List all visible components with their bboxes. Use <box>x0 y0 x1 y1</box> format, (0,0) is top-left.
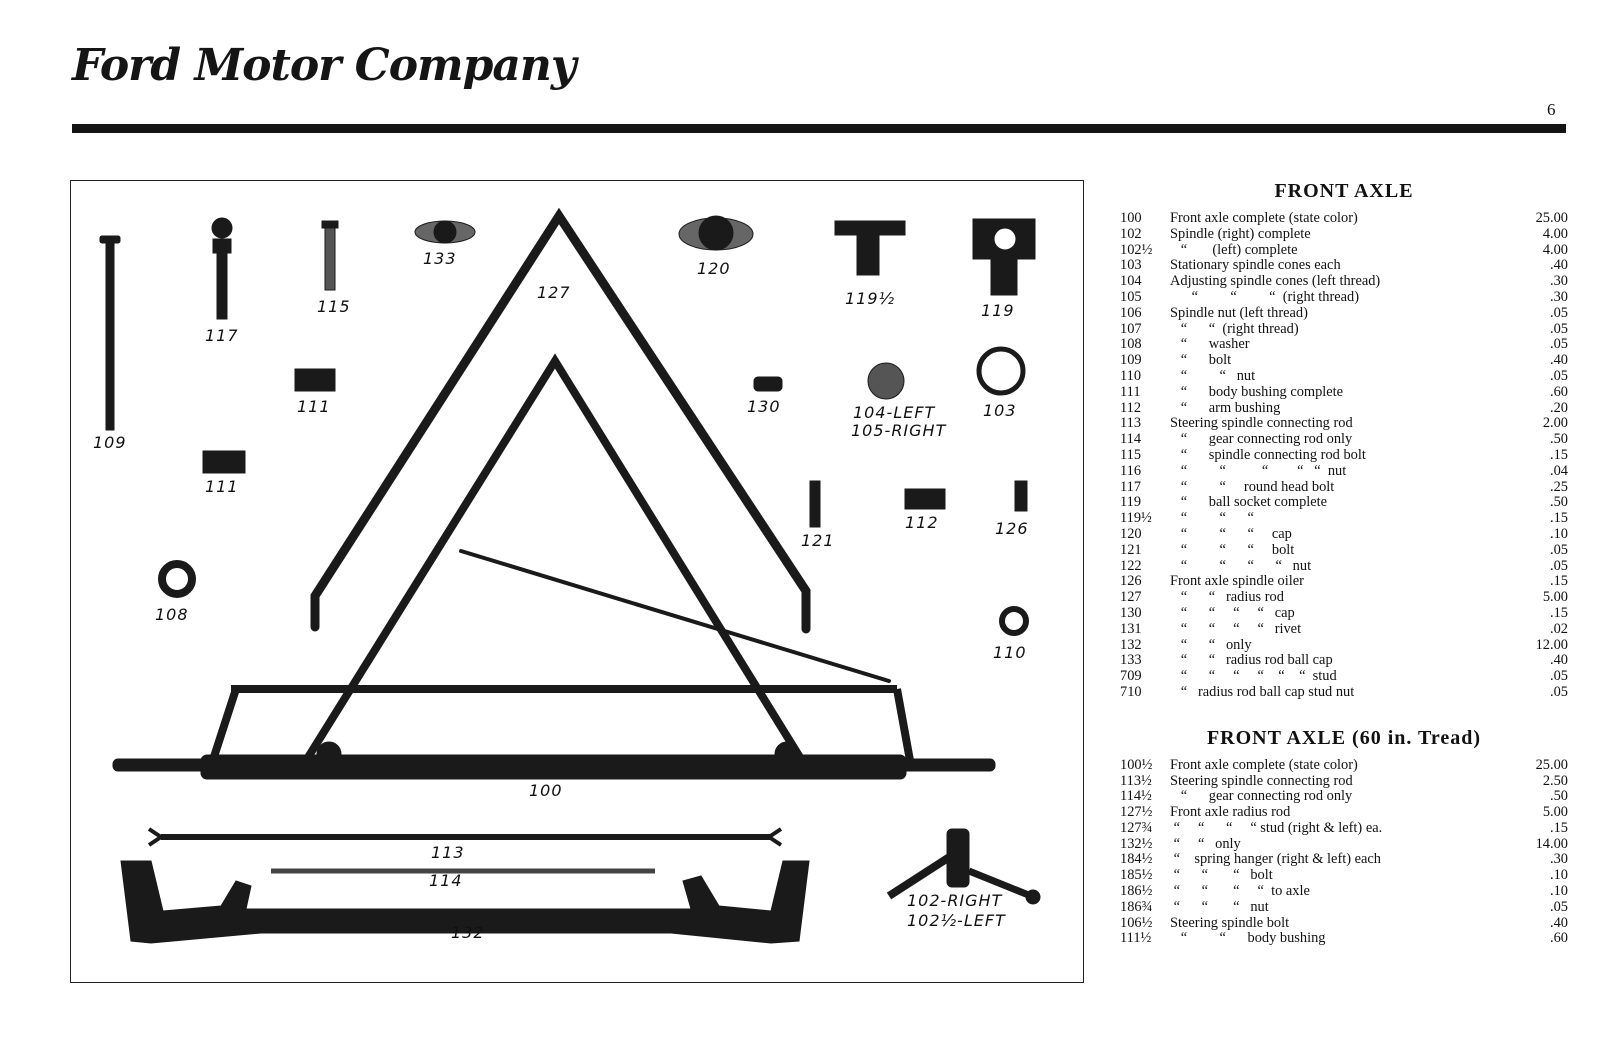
part-description: “ “ only <box>1170 836 1241 852</box>
part-number: 113½ <box>1120 772 1152 789</box>
parts-drawing <box>71 181 1083 982</box>
part-description: Front axle complete (state color) <box>1170 211 1358 226</box>
part-number: 100½ <box>1120 756 1153 773</box>
part-price: .15 <box>1550 819 1568 836</box>
part-price: .15 <box>1550 573 1568 590</box>
part-price: .40 <box>1550 257 1568 274</box>
part-price: .04 <box>1550 462 1568 479</box>
part-price: 5.00 <box>1542 804 1568 821</box>
part-description: “ “ “ bolt <box>1170 868 1273 884</box>
part-description: “ “ “ “ to axle <box>1170 884 1310 900</box>
part-number: 133 <box>1120 652 1142 669</box>
part-price: .50 <box>1550 788 1568 805</box>
part-number: 107 <box>1120 320 1142 337</box>
label-109: 109 <box>93 433 127 452</box>
socket-cap-drawing <box>679 216 753 250</box>
part-number: 119 <box>1120 494 1142 511</box>
part-number: 109 <box>1120 352 1142 369</box>
part-number: 113 <box>1120 415 1142 432</box>
part-price: .05 <box>1550 898 1568 915</box>
part-number: 127¾ <box>1120 819 1153 836</box>
part-number: 127 <box>1120 589 1142 606</box>
price-row <box>1120 590 1568 606</box>
part-price: .20 <box>1550 399 1568 416</box>
price-rows <box>1120 758 1568 948</box>
part-number: 186½ <box>1120 883 1153 900</box>
part-number: 111½ <box>1120 930 1152 947</box>
part-price: 5.00 <box>1542 589 1568 606</box>
label-100: 100 <box>529 781 563 800</box>
part-price: 14.00 <box>1535 835 1568 852</box>
arm-bushing-drawing <box>905 489 945 509</box>
label-121: 121 <box>801 531 835 550</box>
part-number: 112 <box>1120 399 1142 416</box>
part-number: 186¾ <box>1120 898 1153 915</box>
part-number: 104 <box>1120 273 1142 290</box>
part-number: 184½ <box>1120 851 1153 868</box>
price-row <box>1120 852 1568 868</box>
part-price: .30 <box>1550 288 1568 305</box>
spindle-bolt-drawing <box>100 236 120 430</box>
price-row <box>1120 821 1568 837</box>
radius-rod-drawing <box>307 216 889 759</box>
part-description: “ “ “ “ “ nut <box>1170 463 1347 479</box>
part-price: .40 <box>1550 652 1568 669</box>
price-row <box>1120 274 1568 290</box>
part-number: 114 <box>1120 431 1142 448</box>
label-113: 113 <box>431 843 465 862</box>
part-price: .02 <box>1550 620 1568 637</box>
price-row <box>1120 606 1568 622</box>
part-price: 2.50 <box>1542 772 1568 789</box>
price-row <box>1120 638 1568 654</box>
spindle-nut-drawing <box>1002 609 1026 633</box>
price-row <box>1120 322 1568 338</box>
label-111-b: 111 <box>205 477 239 496</box>
part-description: Front axle complete (state color) <box>1170 757 1358 773</box>
part-description: Steering spindle bolt <box>1170 915 1290 931</box>
price-row <box>1120 916 1568 932</box>
part-price: .05 <box>1550 557 1568 574</box>
part-description: Stationary spindle cones each <box>1170 258 1341 274</box>
part-number: 119½ <box>1120 510 1152 527</box>
price-row <box>1120 685 1568 701</box>
label-119: 119 <box>981 301 1015 320</box>
part-description: “ “ “ (right thread) <box>1170 289 1360 305</box>
part-description: “ “ “ “ rivet <box>1170 621 1302 637</box>
price-row <box>1120 837 1568 853</box>
part-description: “ (left) complete <box>1170 242 1298 258</box>
part-description: “ “ “ <box>1170 511 1254 527</box>
part-price: .05 <box>1550 541 1568 558</box>
spindle-washer-drawing <box>162 564 192 594</box>
part-description: “ “ “ bolt <box>1170 542 1295 558</box>
part-number: 114½ <box>1120 788 1152 805</box>
part-price: .50 <box>1550 431 1568 448</box>
part-description: “ “ nut <box>1170 368 1256 384</box>
body-bushing-drawing-2 <box>203 451 245 473</box>
price-list <box>1120 176 1568 947</box>
part-description: Spindle (right) complete <box>1170 226 1311 242</box>
label-127: 127 <box>537 283 571 302</box>
part-number: 126 <box>1120 573 1142 590</box>
part-number: 105 <box>1120 288 1142 305</box>
label-115: 115 <box>317 297 351 316</box>
price-row <box>1120 401 1568 417</box>
part-number: 127½ <box>1120 804 1153 821</box>
part-price: 12.00 <box>1535 636 1568 653</box>
part-description: “ “ “ “ “ “ stud <box>1170 669 1337 685</box>
label-103: 103 <box>983 401 1017 420</box>
company-logo: Ford Motor Company <box>72 40 576 91</box>
part-number: 100 <box>1120 210 1142 226</box>
price-row <box>1120 448 1568 464</box>
price-row <box>1120 211 1568 227</box>
part-price: .15 <box>1550 446 1568 463</box>
price-row <box>1120 416 1568 432</box>
price-row <box>1120 527 1568 543</box>
part-number: 185½ <box>1120 867 1153 884</box>
price-row <box>1120 432 1568 448</box>
label-102-right: 102-RIGHT <box>907 891 1003 910</box>
part-description: “ gear connecting rod only <box>1170 432 1353 448</box>
label-102-half-left: 102½-LEFT <box>907 911 1006 930</box>
price-row <box>1120 353 1568 369</box>
part-description: “ “ only <box>1170 637 1252 653</box>
part-price: 2.00 <box>1542 415 1568 432</box>
price-row <box>1120 931 1568 947</box>
price-row <box>1120 385 1568 401</box>
price-row <box>1120 669 1568 685</box>
part-price: 25.00 <box>1535 756 1568 773</box>
price-row <box>1120 805 1568 821</box>
part-description: “ “ radius rod ball cap <box>1170 653 1333 669</box>
part-description: “ spring hanger (right & left) each <box>1170 852 1381 868</box>
part-price: .05 <box>1550 367 1568 384</box>
part-description: “ “ (right thread) <box>1170 321 1299 337</box>
stationary-cone-drawing <box>979 349 1023 393</box>
price-row <box>1120 574 1568 590</box>
part-number: 117 <box>1120 478 1142 495</box>
part-description: “ arm bushing <box>1170 400 1281 416</box>
price-row <box>1120 900 1568 916</box>
part-description: Front axle radius rod <box>1170 805 1291 821</box>
part-description: “ body bushing complete <box>1170 384 1344 400</box>
part-price: .05 <box>1550 668 1568 685</box>
radius-rod-cap-drawing <box>754 377 782 391</box>
part-price: .30 <box>1550 851 1568 868</box>
adjusting-cone-drawing <box>868 363 904 399</box>
round-head-bolt-drawing <box>212 218 232 319</box>
label-104-left: 104-LEFT <box>853 403 936 422</box>
price-row <box>1120 868 1568 884</box>
label-112: 112 <box>905 513 939 532</box>
part-price: .30 <box>1550 273 1568 290</box>
front-axle-assembly-drawing <box>113 689 995 779</box>
steering-spindle-connecting-rod-drawing <box>149 829 781 845</box>
part-price: .15 <box>1550 510 1568 527</box>
price-row <box>1120 789 1568 805</box>
front-axle-section <box>1120 176 1568 701</box>
part-price: .15 <box>1550 604 1568 621</box>
part-price: .05 <box>1550 320 1568 337</box>
price-row <box>1120 884 1568 900</box>
part-price: 4.00 <box>1542 225 1568 242</box>
label-130: 130 <box>747 397 781 416</box>
part-description: “ bolt <box>1170 353 1232 369</box>
price-row <box>1120 258 1568 274</box>
part-description: Adjusting spindle cones (left thread) <box>1170 274 1381 290</box>
ball-socket-half-drawing <box>835 221 905 275</box>
price-row <box>1120 243 1568 259</box>
part-description: “ ball socket complete <box>1170 495 1328 511</box>
part-price: .10 <box>1550 883 1568 900</box>
label-114: 114 <box>429 871 463 890</box>
price-row <box>1120 480 1568 496</box>
header-rule <box>72 124 1566 133</box>
price-row <box>1120 369 1568 385</box>
part-price: .25 <box>1550 478 1568 495</box>
label-117: 117 <box>205 326 239 345</box>
part-number: 103 <box>1120 257 1142 274</box>
price-row <box>1120 622 1568 638</box>
page-number: 6 <box>1547 100 1556 119</box>
part-description: Front axle spindle oiler <box>1170 574 1304 590</box>
price-row <box>1120 227 1568 243</box>
part-number: 132½ <box>1120 835 1153 852</box>
part-description: “ “ round head bolt <box>1170 479 1335 495</box>
label-133: 133 <box>423 249 457 268</box>
price-row <box>1120 653 1568 669</box>
part-price: .40 <box>1550 914 1568 931</box>
ball-socket-drawing <box>973 219 1035 295</box>
price-row <box>1120 511 1568 527</box>
price-rows <box>1120 211 1568 701</box>
part-number: 115 <box>1120 446 1142 463</box>
section-title: FRONT AXLE (60 in. Tread) <box>1206 726 1482 749</box>
price-row <box>1120 337 1568 353</box>
part-price: 25.00 <box>1535 210 1568 226</box>
part-number: 131 <box>1120 620 1142 637</box>
part-price: .10 <box>1550 525 1568 542</box>
part-number: 122 <box>1120 557 1142 574</box>
socket-bolt-drawing <box>810 481 820 527</box>
part-price: .60 <box>1550 930 1568 947</box>
part-price: .50 <box>1550 494 1568 511</box>
label-111-a: 111 <box>297 397 331 416</box>
price-row <box>1120 495 1568 511</box>
price-row <box>1120 559 1568 575</box>
ball-cap-drawing <box>415 221 475 243</box>
part-price: 4.00 <box>1542 241 1568 258</box>
part-number: 132 <box>1120 636 1142 653</box>
part-description: “ “ body bushing <box>1170 931 1326 947</box>
part-description: “ radius rod ball cap stud nut <box>1170 684 1355 700</box>
part-description: “ “ “ cap <box>1170 526 1292 542</box>
part-description: “ “ “ “ nut <box>1170 558 1312 574</box>
part-description: “ washer <box>1170 337 1250 353</box>
label-120: 120 <box>697 259 731 278</box>
label-110: 110 <box>993 643 1027 662</box>
part-description: Spindle nut (left thread) <box>1170 305 1308 321</box>
part-number: 709 <box>1120 668 1142 685</box>
price-row <box>1120 290 1568 306</box>
part-number: 102 <box>1120 225 1142 242</box>
part-description: “ “ “ “ cap <box>1170 605 1295 621</box>
part-description: “ spindle connecting rod bolt <box>1170 447 1366 463</box>
part-number: 116 <box>1120 462 1142 479</box>
price-row <box>1120 543 1568 559</box>
price-row <box>1120 774 1568 790</box>
price-row <box>1120 464 1568 480</box>
part-number: 121 <box>1120 541 1142 558</box>
label-108: 108 <box>155 605 189 624</box>
label-126: 126 <box>995 519 1029 538</box>
price-row <box>1120 758 1568 774</box>
part-price: .05 <box>1550 336 1568 353</box>
connecting-rod-bolt-drawing <box>322 221 338 290</box>
section-title: FRONT AXLE <box>1274 180 1414 202</box>
part-description: “ “ radius rod <box>1170 590 1284 606</box>
part-number: 106 <box>1120 304 1142 321</box>
part-number: 110 <box>1120 367 1142 384</box>
part-description: Steering spindle connecting rod <box>1170 773 1353 789</box>
part-price: .60 <box>1550 383 1568 400</box>
price-row <box>1120 306 1568 322</box>
part-price: .05 <box>1550 683 1568 700</box>
part-description: “ “ “ nut <box>1170 899 1269 915</box>
part-description: “ gear connecting rod only <box>1170 789 1353 805</box>
part-description: “ “ “ “ stud (right & left) ea. <box>1170 820 1383 836</box>
spindle-oiler-drawing <box>1015 481 1027 511</box>
parts-illustration <box>70 180 1084 983</box>
part-description: Steering spindle connecting rod <box>1170 416 1353 432</box>
part-number: 710 <box>1120 683 1142 700</box>
part-number: 120 <box>1120 525 1142 542</box>
part-number: 102½ <box>1120 241 1153 258</box>
label-105-right: 105-RIGHT <box>851 421 947 440</box>
part-price: .40 <box>1550 352 1568 369</box>
part-number: 106½ <box>1120 914 1153 931</box>
front-axle-60in-section <box>1120 723 1568 948</box>
part-price: .05 <box>1550 304 1568 321</box>
label-132: 132 <box>451 923 485 942</box>
part-number: 130 <box>1120 604 1142 621</box>
body-bushing-drawing <box>295 369 335 391</box>
label-119-half: 119½ <box>845 289 896 308</box>
part-number: 111 <box>1120 383 1141 400</box>
part-price: .10 <box>1550 867 1568 884</box>
part-number: 108 <box>1120 336 1142 353</box>
